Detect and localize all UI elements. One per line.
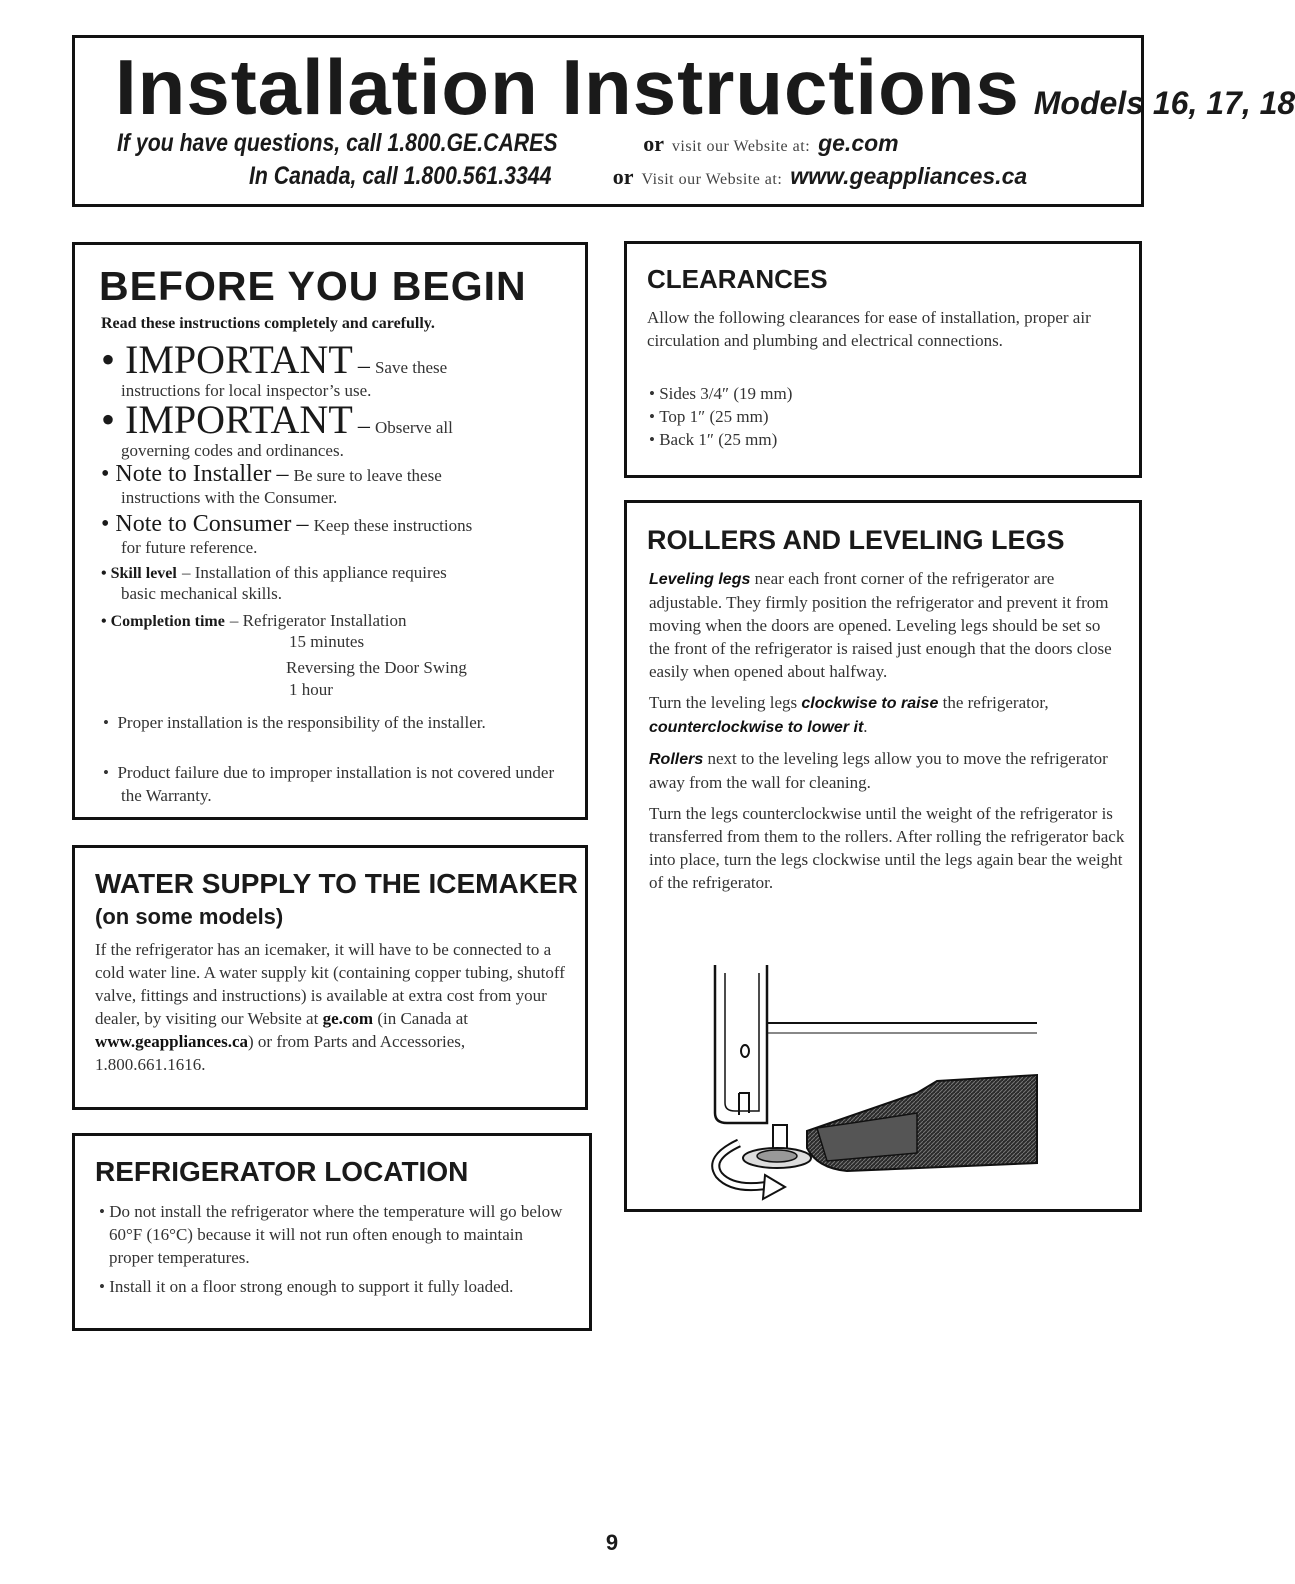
section-heading: WATER SUPPLY TO THE ICEMAKER [95,868,578,899]
list-item: • Install it on a floor strong enough to support it fully loaded. [99,1277,514,1296]
canada-contact-line: In Canada, call 1.800.561.3344 or Visit our Website at: www.geappliances.ca [249,162,1028,190]
leveling-legs-text: Leveling legs near each front corner of the refrigerator are adjustable. They firmly position the refrigerator and prevent it from moving when the doors are opened. Leveling legs should be set so the front of the refrigerator is raised just enough that the doors close easily when opened about halfway. [649,569,1112,681]
clearances-section [624,241,1142,478]
geappliances-link[interactable]: www.geappliances.ca [95,1032,248,1051]
leveling-leg-illustration [627,953,1139,1203]
skill-level: • Skill level – Installation of this appliance requires basic mechanical skills. [101,563,447,603]
section-heading: ROLLERS AND LEVELING LEGS [647,525,1065,555]
rollers-leveling-section [624,500,1142,1212]
section-heading: CLEARANCES [647,264,828,294]
us-contact-line: If you have questions, call 1.800.GE.CARES or visit our Website at: ge.com [117,129,899,157]
water-supply-text: If the refrigerator has an icemaker, it will have to be connected to a cold water line. A water supply kit (containing copper tubing, shutoff valve, fittings and instructions) is available at extra cost from your dealer, by visiting our Website at ge.com (in Canada at www.geappliances.ca) or from Parts and Accessories, 1.800.661.1616. [95,940,565,1074]
section-heading: REFRIGERATOR LOCATION [95,1156,469,1187]
note-consumer: • Note to Consumer – Keep these instructions for future reference. [101,511,473,557]
us-phone: If you have questions, call 1.800.GE.CARES [117,129,558,157]
before-you-begin-section [72,242,588,820]
product-failure: • Product failure due to improper installation is not covered under the Warranty. [103,763,555,805]
canada-phone: In Canada, call 1.800.561.3344 [249,162,552,190]
models-label: Models 16, 17, 18 [1033,85,1295,121]
important-item: • IMPORTANT – Observe all governing codes and ordinances. [101,397,453,460]
list-item: • Sides 3/4″ (19 mm) [649,384,793,403]
turn-legs-text: Turn the leveling legs clockwise to raise the refrigerator, counterclockwise to lower it. [649,693,1049,736]
ge-link[interactable]: ge.com [322,1009,374,1028]
proper-installation: • Proper installation is the responsibility of the installer. [103,713,486,732]
canada-website-link[interactable]: www.geappliances.ca [790,163,1028,189]
important-item: • IMPORTANT – Save these instructions for local inspector’s use. [101,337,448,400]
section-heading: BEFORE YOU BEGIN [99,263,527,309]
page-number: 9 [605,1530,619,1555]
section-subheading: (on some models) [95,904,284,929]
clearances-text: Allow the following clearances for ease of installation, proper air circulation and plumbing and electrical connections. [647,308,1091,350]
us-website-link[interactable]: ge.com [818,130,899,156]
counterclockwise-text: Turn the legs counterclockwise until the weight of the refrigerator is transferred from them to the rollers. After rolling the refrigerator back into place, turn the legs clockwise until the legs again bear the weight of the refrigerator. [649,804,1125,892]
header-box [72,35,1295,207]
refrigerator-location-section [72,1133,592,1331]
page-title: Installation Instructions Models 16, 17, 18 [115,43,1295,131]
water-supply-section [72,845,588,1110]
rollers-text: Rollers next to the leveling legs allow you to move the refrigerator away from the wall for cleaning. [649,749,1108,792]
note-installer: • Note to Installer – Be sure to leave these instructions with the Consumer. [101,461,442,507]
read-instructions: Read these instructions completely and carefully. [101,315,435,332]
list-item: • Back 1″ (25 mm) [649,430,778,449]
completion-time: • Completion time – Refrigerator Installation 15 minutes Reversing the Door Swing 1 hour [101,611,467,699]
list-item: • Top 1″ (25 mm) [649,407,769,426]
list-item: • Do not install the refrigerator where the temperature will go below 60°F (16°C) because it will not run often enough to maintain proper temperatures. [99,1202,563,1267]
